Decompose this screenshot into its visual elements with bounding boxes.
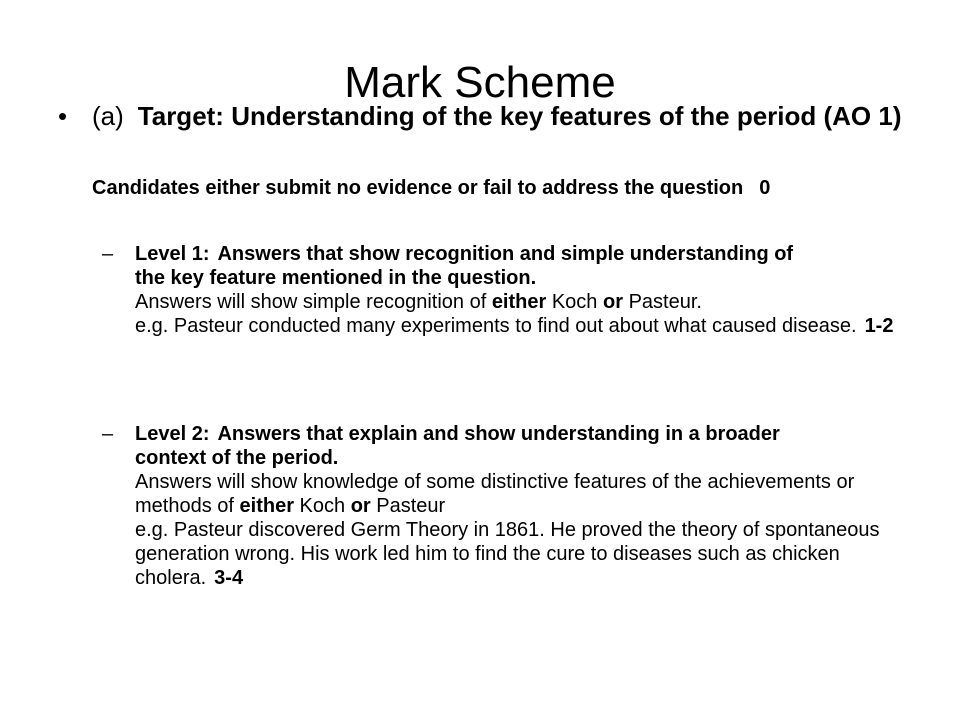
level-1-dash: – <box>102 243 114 265</box>
no-evidence-criterion <box>92 176 882 200</box>
section-a-bullet <box>58 100 918 132</box>
section-a-text <box>92 100 918 132</box>
level-1-koch: Koch <box>551 291 598 313</box>
bullet-dot: • <box>58 101 68 131</box>
no-evidence-mark: 0 <box>759 177 771 199</box>
level-1-desc-pre: Answers will show simple recognition of <box>135 291 487 313</box>
level-1-name: Level 1: <box>135 243 210 265</box>
slide-title: Mark Scheme <box>344 58 616 108</box>
level-1-heading-line2: the key feature mentioned in the question. <box>135 267 537 289</box>
level-1-example: e.g. Pasteur conducted many experiments to find out about what caused disease. <box>135 315 857 337</box>
level-2-or: or <box>350 495 371 517</box>
level-2-item <box>102 422 902 590</box>
level-2-name: Level 2: <box>135 423 210 445</box>
no-evidence-text: Candidates either submit no evidence or fail to address the question <box>92 177 744 199</box>
level-1-mark: 1-2 <box>864 315 894 337</box>
target-heading: Target: Understanding of the key features of the period (AO 1) <box>137 101 902 131</box>
level-1-item <box>102 242 902 338</box>
level-2-body <box>135 422 902 590</box>
level-2-either: either <box>239 495 294 517</box>
level-2-desc-pre: Answers will show knowledge of some distinctive features of the achievements or methods of <box>135 471 855 517</box>
part-label: (a) <box>92 101 124 131</box>
level-1-body <box>135 242 902 338</box>
level-1-or: or <box>603 291 623 313</box>
level-2-dash: – <box>102 423 114 445</box>
level-1-either: either <box>491 291 547 313</box>
level-1-desc-post: Pasteur. <box>628 291 702 313</box>
level-2-example: e.g. Pasteur discovered Germ Theory in 1861. He proved the theory of spontaneous generation wrong. His work led him to find the cure to diseases such as chicken cholera. <box>135 519 880 589</box>
level-2-mark: 3-4 <box>214 567 244 589</box>
level-2-heading-line2: context of the period. <box>135 447 339 469</box>
level-2-koch: Koch <box>299 495 346 517</box>
level-1-heading-line1: Answers that show recognition and simple understanding of <box>217 243 794 265</box>
level-2-heading-line1: Answers that explain and show understanding in a broader <box>217 423 780 445</box>
level-2-desc-post: Pasteur <box>376 495 446 517</box>
